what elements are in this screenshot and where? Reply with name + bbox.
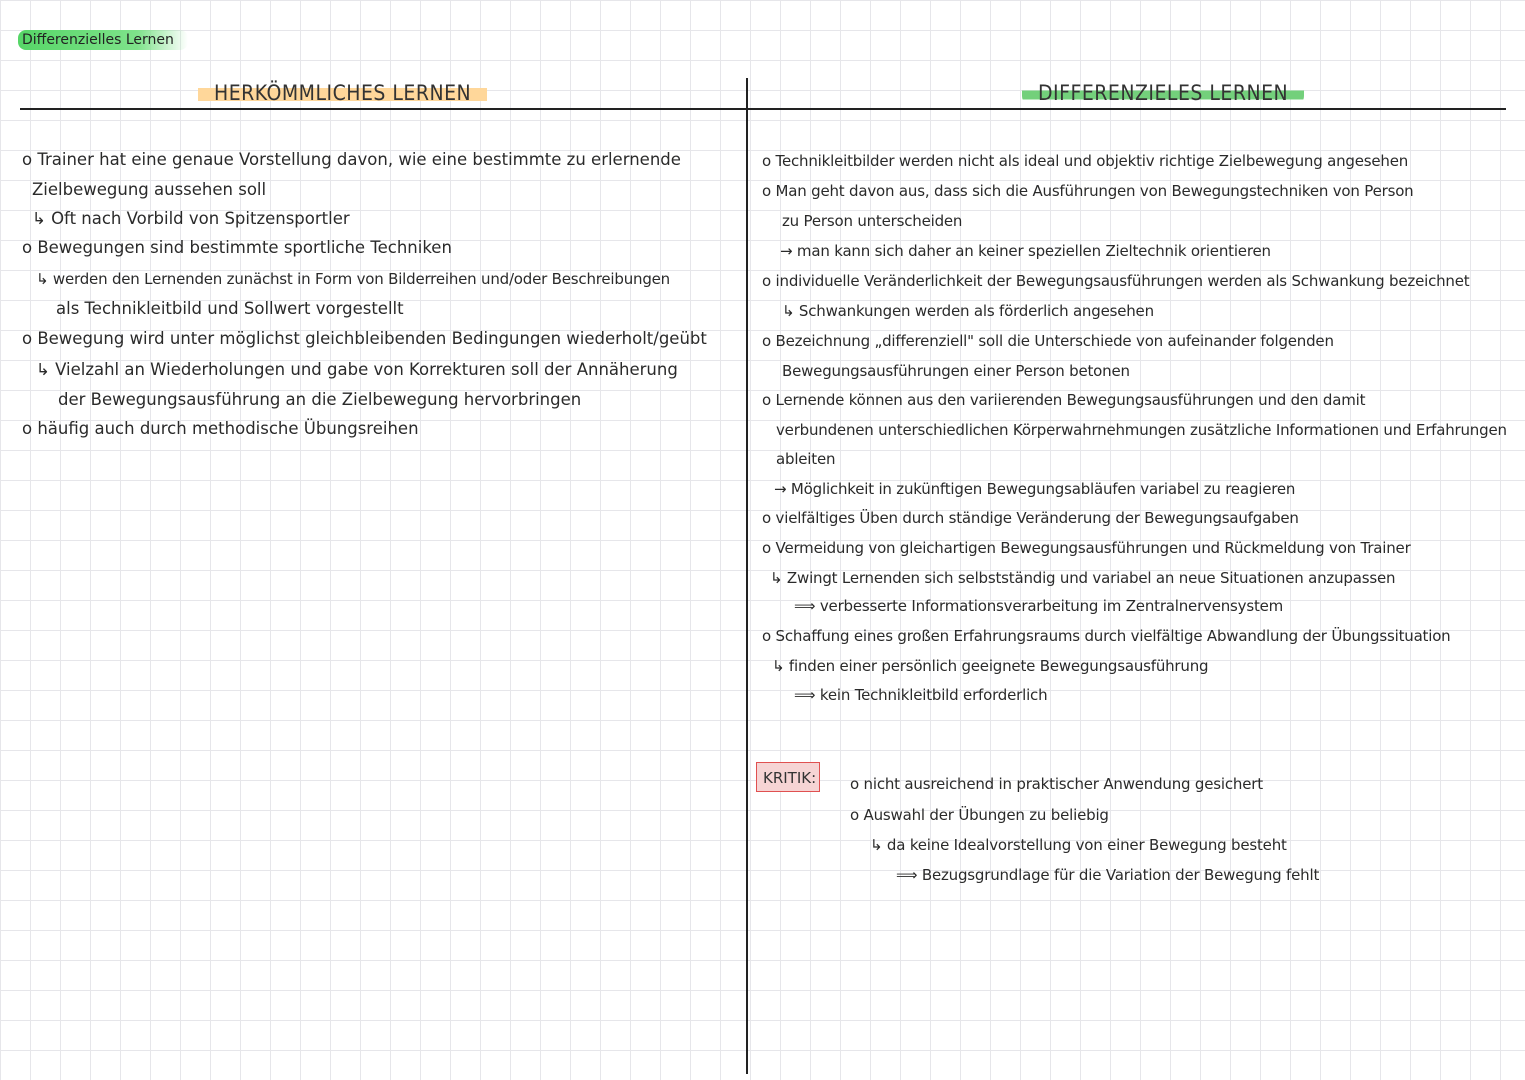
header-underline bbox=[20, 108, 1506, 110]
note-line: → man kann sich daher an keiner speziellen Zieltechnik orientieren bbox=[780, 242, 1271, 260]
right-column-heading: DIFFERENZIELES LERNEN bbox=[1022, 80, 1304, 106]
note-line: ↳ Oft nach Vorbild von Spitzensportler bbox=[32, 209, 350, 228]
note-line: o Auswahl der Übungen zu beliebig bbox=[850, 806, 1109, 824]
note-line: o Bezeichnung „differenziell" soll die Unterschiede von aufeinander folgenden bbox=[762, 332, 1334, 350]
note-line: o häufig auch durch methodische Übungsreihen bbox=[22, 419, 419, 438]
note-line: o Bewegungen sind bestimmte sportliche Techniken bbox=[22, 238, 452, 257]
left-column-heading: HERKÖMMLICHES LERNEN bbox=[198, 80, 487, 106]
note-line: ↳ Schwankungen werden als förderlich angesehen bbox=[782, 302, 1154, 320]
note-line: ⟹ verbesserte Informationsverarbeitung im Zentralnervensystem bbox=[794, 597, 1284, 615]
note-line: o nicht ausreichend in praktischer Anwendung gesichert bbox=[850, 775, 1263, 793]
note-line: verbundenen unterschiedlichen Körperwahrnehmungen zusätzliche Informationen und Erfahrungen bbox=[776, 421, 1507, 439]
note-line: ↳ werden den Lernenden zunächst in Form von Bilderreihen und/oder Beschreibungen bbox=[36, 270, 670, 288]
note-line: o vielfältiges Üben durch ständige Veränderung der Bewegungsaufgaben bbox=[762, 509, 1299, 527]
column-divider bbox=[746, 78, 748, 1074]
note-line: der Bewegungsausführung an die Zielbewegung hervorbringen bbox=[58, 390, 582, 409]
note-line: Bewegungsausführungen einer Person betonen bbox=[782, 362, 1130, 380]
note-line: o Vermeidung von gleichartigen Bewegungsausführungen und Rückmeldung von Trainer bbox=[762, 539, 1411, 557]
note-line: ↳ da keine Idealvorstellung von einer Bewegung besteht bbox=[870, 836, 1287, 854]
note-line: o individuelle Veränderlichkeit der Bewegungsausführungen werden als Schwankung bezeichnet bbox=[762, 272, 1470, 290]
note-line: ↳ Zwingt Lernenden sich selbstständig und variabel an neue Situationen anzupassen bbox=[770, 569, 1396, 587]
note-line: o Man geht davon aus, dass sich die Ausführungen von Bewegungstechniken von Person bbox=[762, 182, 1414, 200]
note-line: → Möglichkeit in zukünftigen Bewegungsabläufen variabel zu reagieren bbox=[774, 480, 1296, 498]
note-line: ⟹ Bezugsgrundlage für die Variation der Bewegung fehlt bbox=[896, 866, 1320, 884]
note-line: o Bewegung wird unter möglichst gleichbleibenden Bedingungen wiederholt/geübt bbox=[22, 329, 707, 348]
note-line: o Schaffung eines großen Erfahrungsraums durch vielfältige Abwandlung der Übungssituation bbox=[762, 627, 1451, 645]
note-line: o Trainer hat eine genaue Vorstellung davon, wie eine bestimmte zu erlernende bbox=[22, 150, 681, 169]
note-line: zu Person unterscheiden bbox=[782, 212, 963, 230]
note-line: als Technikleitbild und Sollwert vorgestellt bbox=[56, 299, 404, 318]
kritik-label: KRITIK: bbox=[756, 762, 820, 792]
note-line: ↳ finden einer persönlich geeignete Bewegungsausführung bbox=[772, 657, 1209, 675]
note-line: o Lernende können aus den variierenden Bewegungsausführungen und den damit bbox=[762, 391, 1366, 409]
note-line: ableiten bbox=[776, 450, 836, 468]
note-line: ⟹ kein Technikleitbild erforderlich bbox=[794, 686, 1048, 704]
page-title: Differenzielles Lernen bbox=[18, 30, 188, 50]
note-line: o Technikleitbilder werden nicht als ideal und objektiv richtige Zielbewegung angesehen bbox=[762, 152, 1409, 170]
note-line: ↳ Vielzahl an Wiederholungen und gabe von Korrekturen soll der Annäherung bbox=[36, 360, 678, 379]
note-line: Zielbewegung aussehen soll bbox=[32, 180, 267, 199]
